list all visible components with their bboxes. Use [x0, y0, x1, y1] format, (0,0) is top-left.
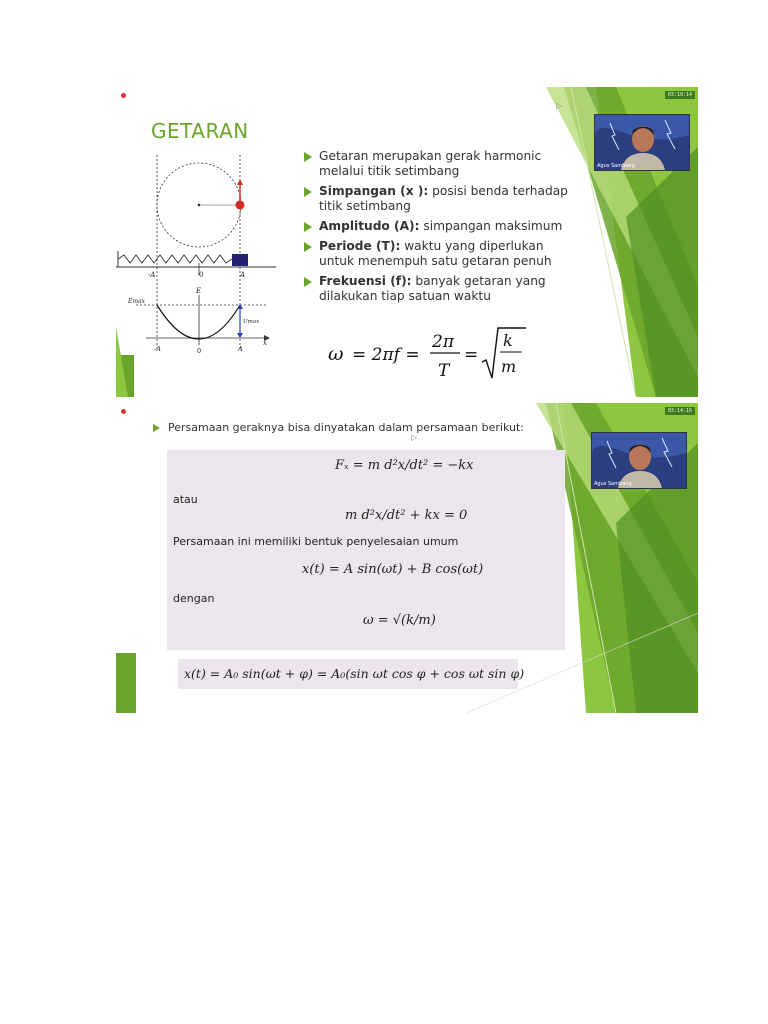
bullet-arrow-icon: [304, 222, 312, 232]
presenter-image: [592, 433, 686, 488]
record-indicator: [121, 93, 126, 98]
svg-text:ω: ω: [328, 343, 344, 365]
list-item: Frekuensi (f): banyak getaran yang dilakukan tiap satuan waktu: [304, 274, 574, 304]
label-neg-a-2: -A: [154, 345, 161, 353]
svg-text:T: T: [438, 361, 450, 381]
atau-label: atau: [173, 493, 198, 506]
label-zero: 0: [199, 271, 204, 279]
slide-timer: 03:14:16: [665, 407, 695, 415]
final-equation: x(t) = A₀ sin(ωt + φ) = A₀(sin ωt cos φ + cos ωt sin φ): [184, 666, 525, 681]
omega-formula: [326, 322, 536, 384]
label-a: A: [240, 271, 246, 279]
presenter-image: [595, 115, 689, 170]
force-equation: Fₓ = m d²x/dt² = −kx: [335, 458, 474, 473]
svg-text:m: m: [501, 357, 517, 376]
label-emax: Emax: [128, 298, 146, 305]
label-umax: Umax: [243, 319, 260, 325]
ode-equation: m d²x/dt² + kx = 0: [345, 508, 468, 523]
bullet-arrow-icon: [304, 242, 312, 252]
label-neg-a: -A: [148, 271, 156, 279]
final-equation-box: [178, 659, 525, 689]
omega-equation: ω = √(k/m): [363, 613, 436, 628]
page-title: GETARAN: [151, 119, 249, 143]
slide-getaran: [116, 87, 698, 397]
label-a-2: A: [238, 345, 243, 353]
equation-box: [167, 450, 565, 650]
bullet-arrow-icon: [304, 152, 312, 162]
cursor-icon: ▷: [556, 101, 563, 110]
solution-intro: Persamaan ini memiliki bentuk penyelesaian umum: [173, 535, 459, 548]
svg-text:k: k: [503, 331, 513, 350]
webcam-video[interactable]: [591, 432, 687, 489]
solution-equation: x(t) = A sin(ωt) + B cos(ωt): [302, 562, 484, 577]
presenter-name: Agus Sambang: [597, 163, 635, 169]
oscillation-diagram: [116, 155, 276, 365]
svg-text:= 2πf =: = 2πf =: [352, 345, 420, 365]
bullet-arrow-icon: [304, 187, 312, 197]
bullet-arrow-icon: [153, 424, 160, 432]
list-item: Simpangan (x ): posisi benda terhadap titik setimbang: [304, 184, 574, 214]
label-zero-2: 0: [197, 347, 202, 355]
presenter-name: Agus Sambang: [594, 481, 632, 487]
intro-bullet: Persamaan geraknya bisa dinyatakan dalam persamaan berikut:: [153, 421, 524, 434]
slide-persamaan: [116, 403, 698, 713]
definition-list: [304, 149, 574, 309]
svg-text:=: =: [464, 345, 479, 365]
bullet-arrow-icon: [304, 277, 312, 287]
cursor-icon: ▷: [411, 433, 418, 442]
list-item: Periode (T): waktu yang diperlukan untuk menempuh satu getaran penuh: [304, 239, 574, 269]
dengan-label: dengan: [173, 592, 215, 605]
list-item: Getaran merupakan gerak harmonic melalui titik setimbang: [304, 149, 574, 179]
list-item: Amplitudo (A): simpangan maksimum: [304, 219, 574, 234]
svg-text:2π: 2π: [432, 332, 454, 352]
label-e: E: [196, 287, 202, 295]
record-indicator: [121, 409, 126, 414]
label-x: x: [263, 339, 267, 347]
slide-timer: 03:10:14: [665, 91, 695, 99]
webcam-video[interactable]: [594, 114, 690, 171]
